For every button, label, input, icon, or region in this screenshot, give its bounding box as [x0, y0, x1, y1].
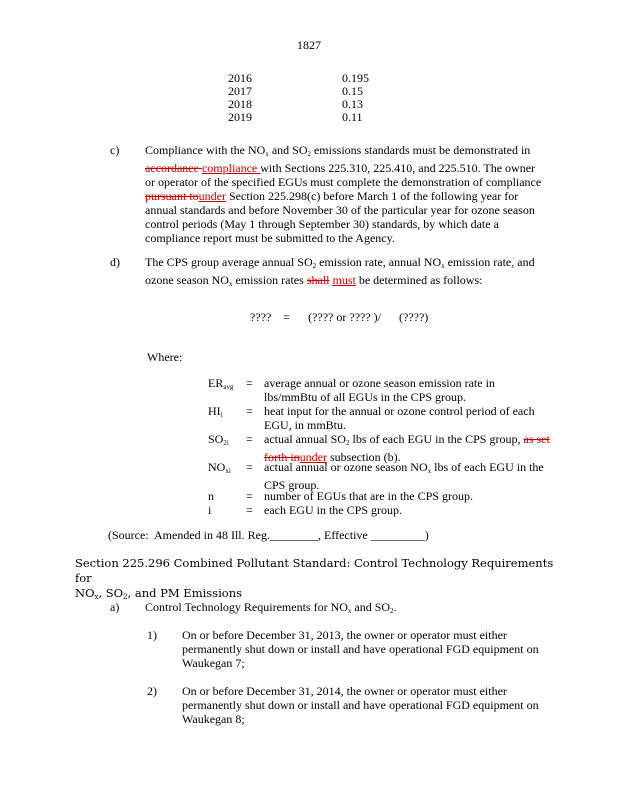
year-cell: 2016	[228, 71, 252, 85]
definition-symbol	[208, 404, 223, 422]
blank-line: _________	[370, 528, 425, 542]
text-run: )	[424, 528, 429, 542]
equals-sign: =	[246, 489, 253, 503]
definition-symbol	[208, 376, 233, 394]
subscript: 2	[307, 150, 311, 158]
definition-symbol	[208, 432, 229, 450]
equals-sign: =	[246, 404, 253, 418]
definition-symbol: i	[208, 503, 212, 517]
text-run: , and PM Emissions	[127, 586, 242, 600]
table-row	[228, 85, 388, 98]
subscript: 2	[123, 593, 128, 601]
formula: ???? = (???? or ???? )/ (????)	[250, 310, 429, 324]
text-run: , Effective	[317, 528, 371, 542]
equals-sign: =	[246, 460, 253, 474]
text-run: emission rate, annual NO	[316, 255, 442, 269]
deleted-text: as set forth in	[264, 432, 550, 464]
equals-sign: =	[246, 503, 253, 517]
definition-text	[264, 460, 550, 492]
subscript: avg	[223, 383, 234, 391]
symbol-text: ER	[208, 376, 224, 390]
item-label: 1)	[147, 628, 157, 642]
inserted-text: under	[198, 189, 226, 203]
subscript: xi	[225, 467, 231, 475]
subscript: 2	[345, 439, 350, 447]
page-number: 1827	[297, 38, 321, 52]
table-row	[228, 72, 388, 85]
text-run: be determined as follows:	[355, 273, 483, 287]
paragraph-label: a)	[110, 600, 120, 614]
text-run: actual annual SO	[264, 432, 346, 446]
definition-text: each EGU in the CPS group.	[264, 503, 402, 517]
deleted-text: shall	[306, 273, 330, 287]
definition-text: average annual or ozone season emission rate in lbs/mmBtu of all EGUs in the CPS group.	[264, 376, 495, 404]
text-run: Control Technology Requirements for NO	[145, 600, 348, 614]
item-text: On or before December 31, 2013, the owner or operator must either permanently shut down or install and have operational FGD equipment on Waukegan 7;	[182, 628, 539, 670]
text-run: actual annual or ozone season NO	[264, 460, 428, 474]
text-run: lbs of each EGU in the CPS group,	[349, 432, 524, 446]
text-run: Section 225.298(c) before March 1 of the following year for annual standards and before November 30 of the particular year for ozone season control periods (May 1 through September 30) standards, by which date a compliance report must be submitted to the Agency.	[145, 189, 535, 245]
text-run: and ozone season NO	[145, 255, 535, 287]
text-run: (Source: Amended in 48 Ill. Reg.	[108, 528, 270, 542]
where-label: Where:	[147, 350, 183, 364]
inserted-text: compliance	[201, 161, 261, 175]
subscript: x	[427, 467, 432, 475]
definition-text: heat input for the annual or ozone control period of each EGU, in mmBtu.	[264, 404, 535, 432]
year-value-table	[228, 72, 388, 124]
definition-symbol	[208, 460, 231, 478]
source-note	[108, 528, 429, 542]
definition-text: number of EGUs that are in the CPS group.	[264, 489, 473, 503]
text-run: NO	[75, 586, 95, 600]
text-run: The CPS group average annual SO	[145, 255, 313, 269]
subscript: x	[94, 593, 99, 601]
text-run: and SO	[351, 600, 391, 614]
subscript: x	[265, 150, 269, 158]
table-row	[228, 111, 388, 124]
paragraph-text	[145, 143, 547, 245]
definition-symbol: n	[208, 489, 214, 503]
text-run: Compliance with the NO	[145, 143, 266, 157]
inserted-text: under	[299, 450, 327, 464]
subscript: i	[220, 411, 223, 419]
section-heading	[75, 556, 555, 605]
paragraph-label: c)	[110, 143, 120, 157]
subscript: 2i	[223, 439, 229, 447]
year-cell: 2019	[228, 110, 252, 124]
text-run: subsection (b).	[327, 450, 401, 464]
blank-line: ________	[269, 528, 318, 542]
text-run: , SO	[98, 586, 124, 600]
year-cell: 2017	[228, 84, 252, 98]
text-run: with Sections 225.310, 225.410, and 225.510. The owner or operator of the specified EGUs must complete the demonstration of compliance	[145, 161, 542, 189]
inserted-text: must	[332, 273, 356, 287]
subscript: x	[347, 607, 352, 615]
equals-sign: =	[246, 432, 253, 446]
subscript: 2	[312, 262, 317, 270]
value-cell: 0.15	[342, 84, 363, 98]
text-run: .	[393, 600, 397, 614]
item-text: On or before December 31, 2014, the owner or operator must either permanently shut down or install and have operational FGD equipment on Waukegan 8;	[182, 684, 539, 726]
inserted-text: ,	[511, 255, 515, 269]
subscript: 2	[390, 607, 394, 615]
symbol-text: HI	[208, 404, 221, 418]
text-run: emission rates	[232, 273, 307, 287]
symbol-text: SO	[208, 432, 224, 446]
subscript: x	[228, 280, 233, 288]
text-run: and SO	[268, 143, 308, 157]
text-run: lbs of each EGU in the CPS group.	[264, 460, 544, 492]
text-run: emission rate	[444, 255, 512, 269]
value-cell: 0.11	[342, 110, 363, 124]
value-cell: 0.13	[342, 97, 363, 111]
symbol-text: NO	[208, 460, 226, 474]
item-label: 2)	[147, 684, 157, 698]
deleted-text: pursuant to	[145, 189, 199, 203]
section-heading-line1: Section 225.296 Combined Pollutant Standard: Control Technology Requirements for	[75, 556, 554, 585]
paragraph-text	[145, 255, 547, 291]
table-row	[228, 98, 388, 111]
year-cell: 2018	[228, 97, 252, 111]
value-cell: 0.195	[342, 71, 369, 85]
subscript: x	[441, 262, 445, 270]
deleted-text: accordance	[145, 161, 202, 175]
paragraph-text	[145, 600, 547, 618]
equals-sign: =	[246, 376, 253, 390]
paragraph-label: d)	[110, 255, 120, 269]
text-run: emissions standards must be demonstrated in	[310, 143, 531, 157]
